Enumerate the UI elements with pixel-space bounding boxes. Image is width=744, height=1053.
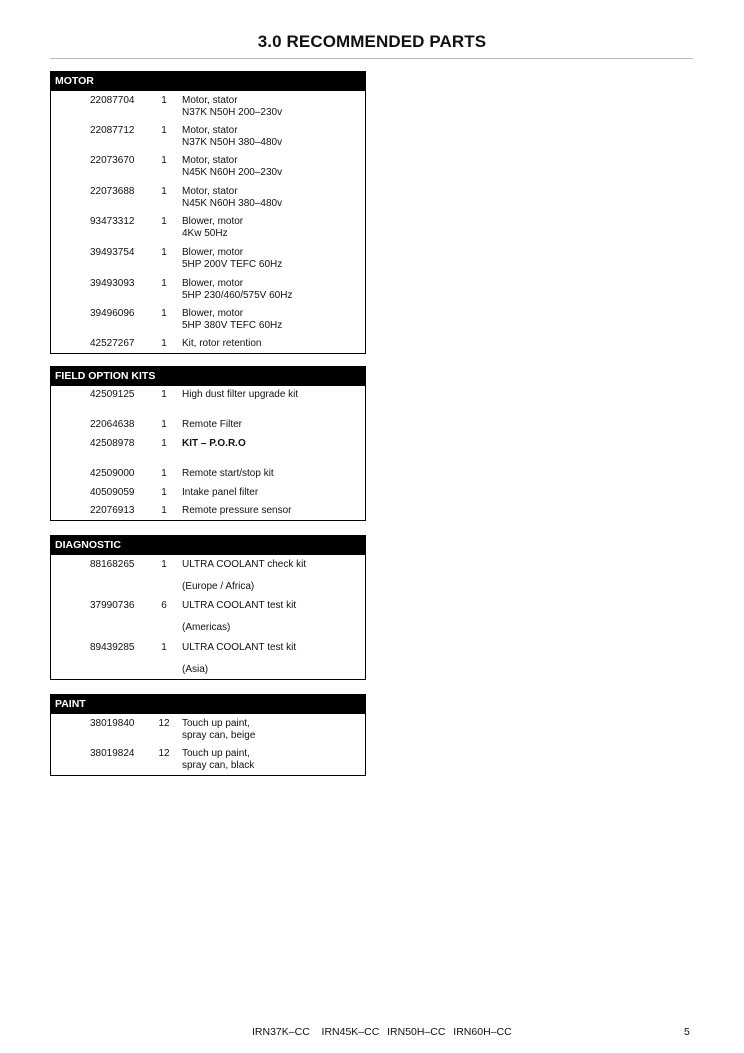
description bbox=[182, 438, 362, 450]
description-line: KIT – P.O.R.O bbox=[182, 438, 246, 449]
description bbox=[182, 308, 362, 331]
part-number: 42527267 bbox=[90, 338, 135, 349]
page-title: 3.0 RECOMMENDED PARTS bbox=[257, 32, 487, 51]
description-line: N45K N60H 380–480v bbox=[182, 197, 283, 209]
description-line: Kit, rotor retention bbox=[182, 338, 262, 349]
part-number: 89439285 bbox=[90, 642, 135, 653]
description-line: Blower, motor bbox=[182, 247, 244, 258]
footer-models: IRN37K–CC IRN45K–CC IRN50H–CC IRN60H–CC bbox=[252, 1026, 512, 1038]
part-number: 88168265 bbox=[90, 559, 135, 570]
part-number: 40509059 bbox=[90, 487, 135, 498]
description bbox=[182, 468, 362, 480]
description-line: spray can, beige bbox=[182, 729, 256, 741]
description-line: N45K N60H 200–230v bbox=[182, 166, 283, 178]
paint-header: PAINT bbox=[51, 695, 365, 714]
part-number: 93473312 bbox=[90, 216, 135, 227]
part-number: 42508978 bbox=[90, 438, 135, 449]
part-number: 42509125 bbox=[90, 389, 135, 400]
description-line: spray can, black bbox=[182, 759, 255, 771]
paint-section bbox=[50, 694, 366, 776]
description bbox=[182, 338, 362, 350]
quantity: 1 bbox=[161, 338, 167, 349]
quantity: 12 bbox=[158, 748, 170, 759]
description-line: Motor, stator bbox=[182, 95, 238, 106]
part-number: 39493093 bbox=[90, 278, 135, 289]
part-number: 22087712 bbox=[90, 125, 135, 136]
description-line: Remote start/stop kit bbox=[182, 468, 274, 479]
description bbox=[182, 748, 362, 771]
description-line: ULTRA COOLANT test kit bbox=[182, 600, 297, 611]
field-option-kits-section bbox=[50, 366, 366, 521]
description-line: 5HP 380V TEFC 60Hz bbox=[182, 319, 283, 331]
field-option-kits-header: FIELD OPTION KITS bbox=[51, 367, 365, 386]
description bbox=[182, 487, 362, 499]
quantity: 6 bbox=[161, 600, 167, 611]
description-line: Blower, motor bbox=[182, 278, 244, 289]
description bbox=[182, 278, 362, 301]
diagnostic-section bbox=[50, 535, 366, 680]
description-line: Motor, stator bbox=[182, 155, 238, 166]
part-number: 22087704 bbox=[90, 95, 135, 106]
quantity: 1 bbox=[161, 487, 167, 498]
part-number: 38019840 bbox=[90, 718, 135, 729]
description bbox=[182, 95, 362, 118]
description-line: Touch up paint, bbox=[182, 718, 250, 729]
part-number: 42509000 bbox=[90, 468, 135, 479]
quantity: 1 bbox=[161, 186, 167, 197]
description bbox=[182, 505, 362, 517]
description-line: Blower, motor bbox=[182, 216, 244, 227]
motor-section bbox=[50, 71, 366, 354]
description bbox=[182, 600, 362, 633]
title-divider bbox=[50, 58, 693, 59]
part-number: 22073670 bbox=[90, 155, 135, 166]
description bbox=[182, 155, 362, 178]
description bbox=[182, 186, 362, 209]
quantity: 1 bbox=[161, 468, 167, 479]
description-line: 4Kw 50Hz bbox=[182, 227, 228, 239]
quantity: 12 bbox=[158, 718, 170, 729]
quantity: 1 bbox=[161, 505, 167, 516]
description-line: N37K N50H 200–230v bbox=[182, 106, 283, 118]
description-line: Blower, motor bbox=[182, 308, 244, 319]
quantity: 1 bbox=[161, 125, 167, 136]
part-number: 22073688 bbox=[90, 186, 135, 197]
part-number: 37990736 bbox=[90, 600, 135, 611]
description-line: Motor, stator bbox=[182, 186, 238, 197]
description-line: N37K N50H 380–480v bbox=[182, 136, 283, 148]
description bbox=[182, 419, 362, 431]
description bbox=[182, 247, 362, 270]
description-line: High dust filter upgrade kit bbox=[182, 389, 299, 400]
quantity: 1 bbox=[161, 155, 167, 166]
motor-section-header: MOTOR bbox=[51, 72, 365, 91]
quantity: 1 bbox=[161, 247, 167, 258]
description bbox=[182, 559, 362, 592]
description-line: 5HP 200V TEFC 60Hz bbox=[182, 258, 283, 270]
description-line: Remote Filter bbox=[182, 419, 243, 430]
quantity: 1 bbox=[161, 559, 167, 570]
quantity: 1 bbox=[161, 642, 167, 653]
quantity: 1 bbox=[161, 419, 167, 430]
description-line: ULTRA COOLANT test kit bbox=[182, 642, 297, 653]
description-line: (Americas) bbox=[182, 621, 231, 633]
description bbox=[182, 125, 362, 148]
description-line: (Asia) bbox=[182, 663, 209, 675]
part-number: 39496096 bbox=[90, 308, 135, 319]
part-number: 22076913 bbox=[90, 505, 135, 516]
quantity: 1 bbox=[161, 278, 167, 289]
description bbox=[182, 718, 362, 741]
part-number: 39493754 bbox=[90, 247, 135, 258]
quantity: 1 bbox=[161, 438, 167, 449]
quantity: 1 bbox=[161, 389, 167, 400]
quantity: 1 bbox=[161, 95, 167, 106]
quantity: 1 bbox=[161, 308, 167, 319]
description-line: ULTRA COOLANT check kit bbox=[182, 559, 307, 570]
description-line: Motor, stator bbox=[182, 125, 238, 136]
description-line: 5HP 230/460/575V 60Hz bbox=[182, 289, 293, 301]
part-number: 22064638 bbox=[90, 419, 135, 430]
description-line: (Europe / Africa) bbox=[182, 580, 255, 592]
quantity: 1 bbox=[161, 216, 167, 227]
description bbox=[182, 389, 362, 401]
page-number: 5 bbox=[684, 1026, 690, 1038]
description bbox=[182, 216, 362, 239]
description bbox=[182, 642, 362, 675]
description-line: Touch up paint, bbox=[182, 748, 250, 759]
description-line: Intake panel filter bbox=[182, 487, 259, 498]
diagnostic-header: DIAGNOSTIC bbox=[51, 536, 365, 555]
part-number: 38019824 bbox=[90, 748, 135, 759]
description-line: Remote pressure sensor bbox=[182, 505, 292, 516]
